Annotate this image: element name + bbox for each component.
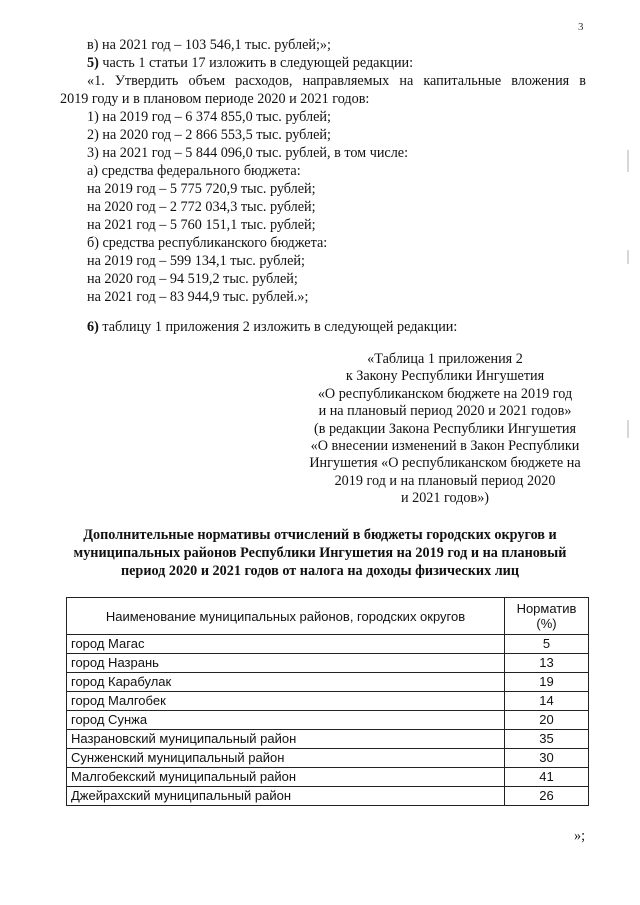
text-line — [87, 181, 316, 198]
row-value: 41 — [505, 768, 589, 787]
line-text: «1. Утвердить объем расходов, направляемых на капитальные вложения в — [87, 73, 586, 89]
row-value: 14 — [505, 692, 589, 711]
page-number: 3 — [578, 21, 584, 33]
line-text: 2) на 2020 год – 2 866 553,5 тыс. рублей; — [87, 127, 331, 143]
annex-line: и 2021 годов») — [400, 490, 490, 507]
text-line — [87, 127, 331, 144]
row-name: город Карабулак — [67, 673, 505, 692]
line-lead: 6) — [87, 319, 99, 335]
row-name: город Сунжа — [67, 711, 505, 730]
text-line — [87, 145, 408, 162]
line-text: 1) на 2019 год – 6 374 855,0 тыс. рублей; — [87, 109, 331, 125]
norms-table — [66, 597, 589, 806]
annex-line: «Таблица 1 приложения 2 — [367, 351, 523, 367]
table-title-line: Дополнительные нормативы отчислений в бюджеты городских округов и — [83, 527, 557, 543]
text-line — [87, 37, 331, 54]
scan-mark — [627, 420, 629, 438]
scan-mark — [627, 150, 629, 172]
annex-line: 2019 год и на плановый период 2020 — [334, 472, 556, 489]
table-row — [67, 692, 589, 711]
annex-line: Ингушетия «О республиканском бюджете на — [309, 455, 581, 472]
column-header-name: Наименование муниципальных районов, городских округов — [67, 598, 505, 635]
line-text: на 2019 год – 599 134,1 тыс. рублей; — [87, 253, 305, 269]
line-lead: 5) — [87, 55, 99, 71]
text-line — [87, 55, 413, 72]
annex-line: к Закону Республики Ингушетия — [345, 368, 545, 385]
table-row — [67, 787, 589, 806]
line-text: на 2020 год – 94 519,2 тыс. рублей; — [87, 271, 298, 287]
line-text: б) средства республиканского бюджета: — [87, 235, 328, 251]
table-title-line: муниципальных районов Республики Ингушетия на 2019 год и на плановый — [73, 545, 567, 561]
line-text: 2019 году и в плановом периоде 2020 и 2021 годов: — [60, 91, 370, 107]
annex-header — [280, 351, 610, 508]
annex-line: (в редакции Закона Республики Ингушетия — [313, 420, 577, 437]
text-line — [87, 289, 308, 306]
row-value: 20 — [505, 711, 589, 730]
line-text: 3) на 2021 год – 5 844 096,0 тыс. рублей, в том числе: — [87, 145, 409, 161]
row-name: Малгобекский муниципальный район — [67, 768, 505, 787]
table-row — [67, 711, 589, 730]
line-text: на 2021 год – 83 944,9 тыс. рублей.»; — [87, 289, 309, 305]
row-value: 26 — [505, 787, 589, 806]
table-row — [67, 749, 589, 768]
text-line — [87, 319, 457, 336]
scan-mark — [627, 250, 629, 264]
line-text: таблицу 1 приложения 2 изложить в следующей редакции: — [98, 319, 458, 335]
row-value: 13 — [505, 654, 589, 673]
text-line — [87, 199, 316, 216]
table-title — [40, 526, 600, 580]
table-row — [67, 673, 589, 692]
row-name: Сунженский муниципальный район — [67, 749, 505, 768]
row-value: 5 — [505, 635, 589, 654]
row-name: Назрановский муниципальный район — [67, 730, 505, 749]
row-value: 30 — [505, 749, 589, 768]
text-line — [60, 91, 369, 108]
line-text: на 2021 год – 5 760 151,1 тыс. рублей; — [87, 217, 316, 233]
text-line — [87, 73, 586, 90]
table-row — [67, 635, 589, 654]
line-text: часть 1 статьи 17 изложить в следующей редакции: — [98, 55, 414, 71]
row-value: 19 — [505, 673, 589, 692]
table-row — [67, 768, 589, 787]
table-row — [67, 730, 589, 749]
row-value: 35 — [505, 730, 589, 749]
norm-header-line: Норматив — [516, 601, 577, 616]
row-name: город Малгобек — [67, 692, 505, 711]
annex-line: и на плановый период 2020 и 2021 годов» — [318, 403, 572, 420]
text-line — [87, 163, 301, 180]
line-text: в) на 2021 год – 103 546,1 тыс. рублей;»; — [87, 37, 331, 53]
closing-quote: »; — [574, 828, 586, 844]
column-header-norm — [505, 598, 589, 635]
text-line — [87, 271, 298, 288]
row-name: город Назрань — [67, 654, 505, 673]
text-line — [87, 217, 316, 234]
annex-line: «О республиканском бюджете на 2019 год — [317, 385, 573, 402]
row-name: Джейрахский муниципальный район — [67, 787, 505, 806]
line-text: а) средства федерального бюджета: — [87, 163, 301, 179]
table-header-row — [67, 598, 589, 635]
annex-line: «О внесении изменений в Закон Республики — [310, 438, 580, 455]
table-row — [67, 654, 589, 673]
line-text: на 2020 год – 2 772 034,3 тыс. рублей; — [87, 199, 316, 215]
text-line — [87, 109, 331, 126]
norm-header-line: (%) — [536, 616, 557, 631]
row-name: город Магас — [67, 635, 505, 654]
text-line — [87, 235, 327, 252]
table-title-line: период 2020 и 2021 годов от налога на доходы физических лиц — [120, 563, 520, 579]
text-line — [87, 253, 305, 270]
line-text: на 2019 год – 5 775 720,9 тыс. рублей; — [87, 181, 316, 197]
